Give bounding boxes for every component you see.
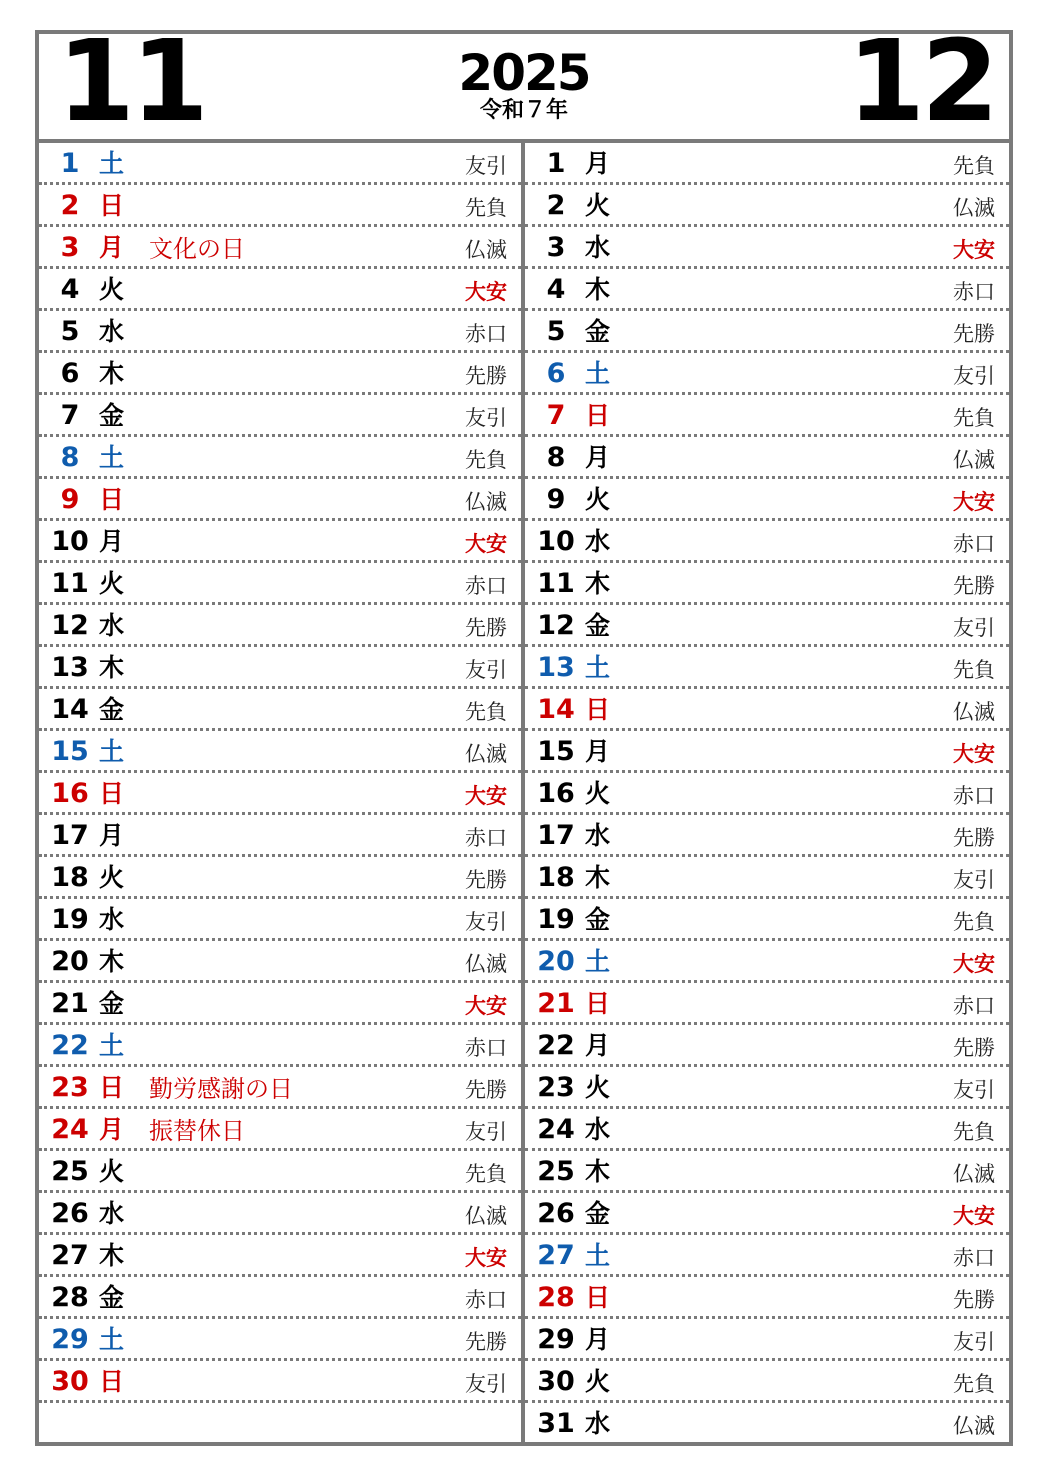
december-day-row bbox=[525, 815, 1009, 857]
november-day-row bbox=[39, 1109, 521, 1151]
november-day-row bbox=[39, 479, 521, 521]
day-number: 14 bbox=[51, 694, 89, 725]
rokuyo-label: 先勝 bbox=[465, 364, 507, 388]
day-number: 7 bbox=[546, 400, 566, 431]
rokuyo-label: 大安 bbox=[465, 280, 507, 304]
day-of-week: 火 bbox=[585, 485, 611, 514]
day-of-week: 水 bbox=[99, 1199, 125, 1228]
day-number: 6 bbox=[60, 358, 80, 389]
december-day-row bbox=[525, 899, 1009, 941]
day-of-week: 金 bbox=[99, 401, 125, 430]
december-day-row bbox=[525, 227, 1009, 269]
rokuyo-label: 大安 bbox=[465, 994, 507, 1018]
rokuyo-label: 仏滅 bbox=[953, 1162, 995, 1186]
rokuyo-label: 赤口 bbox=[465, 826, 507, 850]
day-of-week: 土 bbox=[585, 359, 611, 388]
day-number: 17 bbox=[51, 820, 89, 851]
day-of-week: 水 bbox=[585, 233, 611, 262]
november-day-row bbox=[39, 773, 521, 815]
day-number: 19 bbox=[537, 904, 575, 935]
day-of-week: 金 bbox=[585, 317, 611, 346]
rokuyo-label: 仏滅 bbox=[465, 742, 507, 766]
day-number: 10 bbox=[51, 526, 89, 557]
rokuyo-label: 先勝 bbox=[465, 1078, 507, 1102]
rokuyo-label: 先勝 bbox=[953, 1288, 995, 1312]
rokuyo-label: 赤口 bbox=[465, 322, 507, 346]
day-of-week: 火 bbox=[585, 1367, 611, 1396]
rokuyo-label: 先勝 bbox=[465, 616, 507, 640]
day-of-week: 水 bbox=[585, 821, 611, 850]
day-of-week: 水 bbox=[99, 611, 125, 640]
december-day-row bbox=[525, 689, 1009, 731]
rokuyo-label: 大安 bbox=[953, 238, 995, 262]
day-number: 11 bbox=[537, 568, 575, 599]
rokuyo-label: 友引 bbox=[465, 406, 507, 430]
day-number: 7 bbox=[60, 400, 80, 431]
day-of-week: 月 bbox=[585, 149, 611, 178]
rokuyo-label: 仏滅 bbox=[465, 238, 507, 262]
day-of-week: 水 bbox=[585, 1115, 611, 1144]
november-day-row bbox=[39, 437, 521, 479]
november-day-row bbox=[39, 941, 521, 983]
calendar-frame bbox=[35, 17, 1013, 1446]
day-of-week: 金 bbox=[585, 905, 611, 934]
day-of-week: 火 bbox=[99, 275, 125, 304]
rokuyo-label: 大安 bbox=[953, 742, 995, 766]
day-of-week: 木 bbox=[99, 653, 125, 682]
rokuyo-label: 先勝 bbox=[953, 826, 995, 850]
december-day-row bbox=[525, 983, 1009, 1025]
day-number: 20 bbox=[537, 946, 575, 977]
day-number: 13 bbox=[51, 652, 89, 683]
rokuyo-label: 友引 bbox=[465, 154, 507, 178]
day-of-week: 木 bbox=[99, 1241, 125, 1270]
holiday-name: 文化の日 bbox=[149, 235, 245, 263]
rokuyo-label: 大安 bbox=[465, 1246, 507, 1270]
day-number: 30 bbox=[51, 1366, 89, 1397]
day-number: 24 bbox=[537, 1114, 575, 1145]
rokuyo-label: 友引 bbox=[465, 910, 507, 934]
november-day-row bbox=[39, 311, 521, 353]
december-day-row bbox=[525, 479, 1009, 521]
rokuyo-label: 先勝 bbox=[953, 574, 995, 598]
day-number: 18 bbox=[51, 862, 89, 893]
day-of-week: 金 bbox=[585, 1199, 611, 1228]
day-of-week: 金 bbox=[99, 989, 125, 1018]
december-day-row bbox=[525, 941, 1009, 983]
rokuyo-label: 赤口 bbox=[953, 784, 995, 808]
day-number: 24 bbox=[51, 1114, 89, 1145]
calendar-header bbox=[39, 17, 1009, 147]
day-of-week: 水 bbox=[585, 527, 611, 556]
day-of-week: 月 bbox=[99, 527, 125, 556]
day-number: 27 bbox=[51, 1240, 89, 1271]
december-day-row bbox=[525, 1151, 1009, 1193]
november-day-row bbox=[39, 1235, 521, 1277]
day-of-week: 日 bbox=[99, 1367, 125, 1396]
november-day-row bbox=[39, 689, 521, 731]
december-day-row bbox=[525, 773, 1009, 815]
day-number: 11 bbox=[51, 568, 89, 599]
day-of-week: 日 bbox=[585, 695, 611, 724]
rokuyo-label: 先負 bbox=[465, 700, 507, 724]
november-day-row bbox=[39, 185, 521, 227]
december-day-row bbox=[525, 395, 1009, 437]
rokuyo-label: 仏滅 bbox=[953, 700, 995, 724]
day-number: 29 bbox=[537, 1324, 575, 1355]
december-day-row bbox=[525, 1193, 1009, 1235]
day-of-week: 金 bbox=[99, 1283, 125, 1312]
day-of-week: 月 bbox=[585, 443, 611, 472]
rokuyo-label: 友引 bbox=[465, 658, 507, 682]
rokuyo-label: 友引 bbox=[953, 1330, 995, 1354]
day-of-week: 水 bbox=[585, 1409, 611, 1438]
day-number: 5 bbox=[546, 316, 566, 347]
november-day-row bbox=[39, 731, 521, 773]
day-number: 21 bbox=[537, 988, 575, 1019]
november-day-row bbox=[39, 1151, 521, 1193]
day-of-week: 木 bbox=[585, 569, 611, 598]
day-number: 1 bbox=[60, 148, 80, 179]
november-day-row bbox=[39, 1361, 521, 1403]
day-of-week: 月 bbox=[99, 821, 125, 850]
december-day-row bbox=[525, 1277, 1009, 1319]
december-day-row bbox=[525, 185, 1009, 227]
rokuyo-label: 先負 bbox=[465, 196, 507, 220]
day-number: 9 bbox=[60, 484, 80, 515]
day-of-week: 火 bbox=[99, 1157, 125, 1186]
november-day-row bbox=[39, 1025, 521, 1067]
rokuyo-label: 赤口 bbox=[953, 532, 995, 556]
day-of-week: 木 bbox=[585, 1157, 611, 1186]
day-number: 26 bbox=[51, 1198, 89, 1229]
day-number: 3 bbox=[546, 232, 566, 263]
rokuyo-label: 赤口 bbox=[953, 1246, 995, 1270]
day-of-week: 土 bbox=[585, 947, 611, 976]
day-number: 8 bbox=[60, 442, 80, 473]
november-day-row bbox=[39, 605, 521, 647]
december-day-row bbox=[525, 731, 1009, 773]
day-number: 23 bbox=[51, 1072, 89, 1103]
day-number: 15 bbox=[537, 736, 575, 767]
day-number: 10 bbox=[537, 526, 575, 557]
day-number: 18 bbox=[537, 862, 575, 893]
day-number: 14 bbox=[537, 694, 575, 725]
november-day-row bbox=[39, 647, 521, 689]
rokuyo-label: 仏滅 bbox=[953, 1414, 995, 1438]
december-day-row bbox=[525, 1235, 1009, 1277]
day-of-week: 木 bbox=[585, 275, 611, 304]
day-number: 25 bbox=[51, 1156, 89, 1187]
day-number: 8 bbox=[546, 442, 566, 473]
day-number: 17 bbox=[537, 820, 575, 851]
day-number: 22 bbox=[537, 1030, 575, 1061]
rokuyo-label: 仏滅 bbox=[953, 196, 995, 220]
day-of-week: 火 bbox=[585, 779, 611, 808]
rokuyo-label: 赤口 bbox=[465, 574, 507, 598]
rokuyo-label: 先負 bbox=[465, 1162, 507, 1186]
day-of-week: 日 bbox=[99, 191, 125, 220]
month-left-number: 11 bbox=[57, 17, 205, 147]
november-day-row bbox=[39, 395, 521, 437]
december-day-row bbox=[525, 269, 1009, 311]
december-day-row bbox=[525, 647, 1009, 689]
rokuyo-label: 先勝 bbox=[465, 1330, 507, 1354]
day-number: 31 bbox=[537, 1408, 575, 1439]
rokuyo-label: 赤口 bbox=[465, 1036, 507, 1060]
november-day-row bbox=[39, 563, 521, 605]
december-day-row bbox=[525, 1319, 1009, 1361]
day-number: 12 bbox=[51, 610, 89, 641]
day-number: 25 bbox=[537, 1156, 575, 1187]
rokuyo-label: 先負 bbox=[953, 910, 995, 934]
day-number: 4 bbox=[546, 274, 566, 305]
rokuyo-label: 先負 bbox=[953, 658, 995, 682]
rokuyo-label: 大安 bbox=[465, 532, 507, 556]
rokuyo-label: 仏滅 bbox=[465, 952, 507, 976]
day-number: 3 bbox=[60, 232, 80, 263]
december-day-row bbox=[525, 1067, 1009, 1109]
december-day-row bbox=[525, 1109, 1009, 1151]
november-day-row bbox=[39, 227, 521, 269]
day-of-week: 日 bbox=[99, 485, 125, 514]
december-day-row bbox=[525, 1361, 1009, 1403]
day-of-week: 日 bbox=[585, 401, 611, 430]
day-of-week: 金 bbox=[585, 611, 611, 640]
december-day-row bbox=[525, 1403, 1009, 1445]
november-day-row bbox=[39, 1193, 521, 1235]
rokuyo-label: 赤口 bbox=[465, 1288, 507, 1312]
day-of-week: 土 bbox=[99, 149, 125, 178]
november-day-row bbox=[39, 1277, 521, 1319]
day-number: 22 bbox=[51, 1030, 89, 1061]
day-number: 20 bbox=[51, 946, 89, 977]
december-day-row bbox=[525, 857, 1009, 899]
day-of-week: 水 bbox=[99, 317, 125, 346]
day-number: 19 bbox=[51, 904, 89, 935]
day-number: 16 bbox=[51, 778, 89, 809]
day-of-week: 日 bbox=[99, 1073, 125, 1102]
rokuyo-label: 先負 bbox=[953, 154, 995, 178]
november-day-row bbox=[39, 815, 521, 857]
rokuyo-label: 先負 bbox=[465, 448, 507, 472]
day-of-week: 水 bbox=[99, 905, 125, 934]
day-of-week: 火 bbox=[585, 1073, 611, 1102]
december-day-row bbox=[525, 311, 1009, 353]
rokuyo-label: 友引 bbox=[465, 1120, 507, 1144]
day-number: 1 bbox=[546, 148, 566, 179]
december-day-row bbox=[525, 437, 1009, 479]
day-number: 13 bbox=[537, 652, 575, 683]
day-of-week: 月 bbox=[99, 1115, 125, 1144]
day-of-week: 月 bbox=[585, 737, 611, 766]
december-column bbox=[525, 143, 1009, 1442]
rokuyo-label: 仏滅 bbox=[465, 490, 507, 514]
rokuyo-label: 大安 bbox=[953, 490, 995, 514]
november-day-row bbox=[39, 1319, 521, 1361]
day-number: 30 bbox=[537, 1366, 575, 1397]
november-day-row bbox=[39, 899, 521, 941]
rokuyo-label: 先勝 bbox=[953, 322, 995, 346]
day-of-week: 金 bbox=[99, 695, 125, 724]
rokuyo-label: 友引 bbox=[953, 1078, 995, 1102]
day-of-week: 木 bbox=[99, 947, 125, 976]
rokuyo-label: 大安 bbox=[953, 952, 995, 976]
rokuyo-label: 先負 bbox=[953, 1120, 995, 1144]
day-of-week: 日 bbox=[585, 1283, 611, 1312]
day-number: 29 bbox=[51, 1324, 89, 1355]
day-number: 28 bbox=[537, 1282, 575, 1313]
day-number: 16 bbox=[537, 778, 575, 809]
december-day-row bbox=[525, 1025, 1009, 1067]
rokuyo-label: 仏滅 bbox=[953, 448, 995, 472]
day-of-week: 日 bbox=[585, 989, 611, 1018]
rokuyo-label: 先勝 bbox=[465, 868, 507, 892]
day-number: 15 bbox=[51, 736, 89, 767]
december-day-row bbox=[525, 605, 1009, 647]
era-label: 令和７年 bbox=[479, 98, 568, 123]
day-of-week: 日 bbox=[99, 779, 125, 808]
november-day-row bbox=[39, 269, 521, 311]
day-of-week: 火 bbox=[585, 191, 611, 220]
december-day-row bbox=[525, 521, 1009, 563]
day-number: 5 bbox=[60, 316, 80, 347]
rokuyo-label: 大安 bbox=[465, 784, 507, 808]
rokuyo-label: 先負 bbox=[953, 1372, 995, 1396]
day-number: 21 bbox=[51, 988, 89, 1019]
day-number: 4 bbox=[60, 274, 80, 305]
rokuyo-label: 友引 bbox=[953, 364, 995, 388]
rokuyo-label: 先負 bbox=[953, 406, 995, 430]
holiday-name: 振替休日 bbox=[149, 1117, 245, 1145]
day-of-week: 土 bbox=[99, 1325, 125, 1354]
day-of-week: 土 bbox=[585, 1241, 611, 1270]
rokuyo-label: 友引 bbox=[465, 1372, 507, 1396]
day-of-week: 火 bbox=[99, 863, 125, 892]
day-of-week: 土 bbox=[585, 653, 611, 682]
rokuyo-label: 友引 bbox=[953, 616, 995, 640]
day-number: 27 bbox=[537, 1240, 575, 1271]
rokuyo-label: 友引 bbox=[953, 868, 995, 892]
day-number: 9 bbox=[546, 484, 566, 515]
rokuyo-label: 大安 bbox=[953, 1204, 995, 1228]
rokuyo-label: 赤口 bbox=[953, 994, 995, 1018]
december-day-row bbox=[525, 353, 1009, 395]
november-day-row bbox=[39, 857, 521, 899]
month-right-number: 12 bbox=[847, 17, 995, 147]
day-number: 28 bbox=[51, 1282, 89, 1313]
day-of-week: 木 bbox=[585, 863, 611, 892]
day-of-week: 土 bbox=[99, 443, 125, 472]
day-of-week: 火 bbox=[99, 569, 125, 598]
day-number: 26 bbox=[537, 1198, 575, 1229]
day-of-week: 土 bbox=[99, 737, 125, 766]
november-day-row bbox=[39, 1067, 521, 1109]
rokuyo-label: 仏滅 bbox=[465, 1204, 507, 1228]
december-day-row bbox=[525, 143, 1009, 185]
day-of-week: 月 bbox=[585, 1325, 611, 1354]
day-of-week: 月 bbox=[585, 1031, 611, 1060]
november-day-row bbox=[39, 983, 521, 1025]
day-of-week: 月 bbox=[99, 233, 125, 262]
november-column bbox=[39, 143, 525, 1442]
november-day-row bbox=[39, 353, 521, 395]
holiday-name: 勤労感謝の日 bbox=[149, 1075, 293, 1103]
november-day-row bbox=[39, 143, 521, 185]
day-of-week: 土 bbox=[99, 1031, 125, 1060]
day-of-week: 木 bbox=[99, 359, 125, 388]
year-label: 2025 bbox=[458, 44, 590, 102]
day-number: 2 bbox=[546, 190, 566, 221]
day-number: 6 bbox=[546, 358, 566, 389]
rokuyo-label: 先勝 bbox=[953, 1036, 995, 1060]
december-day-row bbox=[525, 563, 1009, 605]
rokuyo-label: 赤口 bbox=[953, 280, 995, 304]
day-number: 2 bbox=[60, 190, 80, 221]
november-day-row bbox=[39, 521, 521, 563]
day-number: 23 bbox=[537, 1072, 575, 1103]
day-number: 12 bbox=[537, 610, 575, 641]
